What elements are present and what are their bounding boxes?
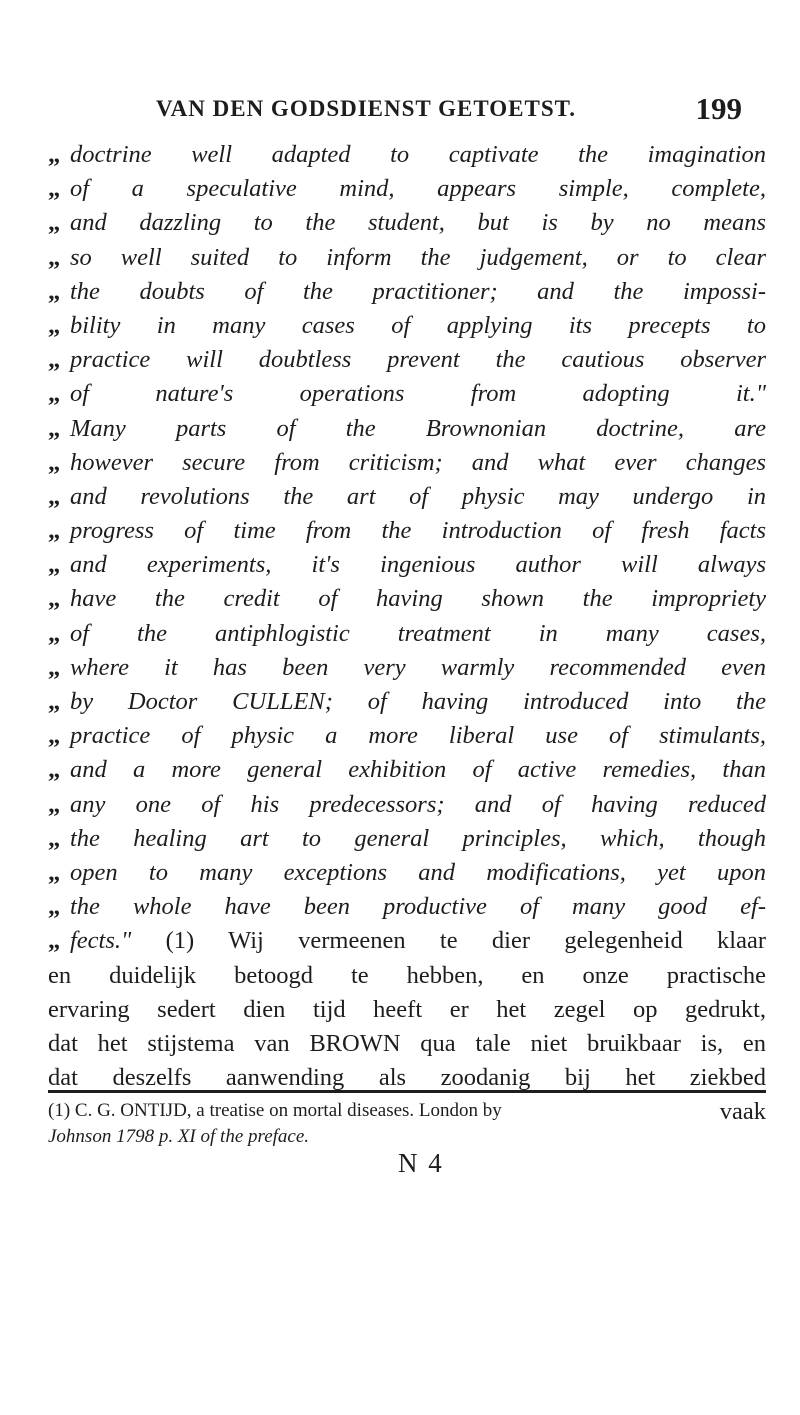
quote-mark: „ — [48, 311, 61, 339]
italic-text: by Doctor CULLEN; of having introduced into the — [70, 688, 766, 715]
roman-text: vaak — [719, 1098, 766, 1126]
italic-text: of a speculative mind, appears simple, complete, — [70, 175, 766, 203]
quote-mark: „ — [48, 790, 61, 818]
footnote-rule — [48, 1090, 766, 1093]
text-line — [48, 446, 766, 480]
text-line — [48, 309, 766, 343]
footnote-line: (1) C. G. ONTIJD, a treatise on mortal diseases. London by — [48, 1100, 502, 1121]
italic-text: have the credit of having shown the impropriety — [70, 585, 766, 613]
text-line — [48, 685, 766, 719]
italic-text: the doubts of the practitioner; and the impossi- — [70, 277, 766, 305]
body-text — [48, 138, 766, 1129]
text-line — [48, 514, 766, 548]
quote-mark: „ — [48, 858, 61, 886]
roman-text: ervaring sedert dien tijd heeft er het zegel op gedrukt, — [48, 995, 766, 1023]
quote-mark: „ — [48, 346, 61, 374]
italic-text: open to many exceptions and modifications, yet upon — [70, 858, 766, 886]
text-line — [48, 924, 766, 958]
page-number: 199 — [695, 91, 742, 126]
roman-text: dat deszelfs aanwending als zoodanig bij het ziekbed — [48, 1064, 766, 1092]
italic-text: Many parts of the Brownonian doctrine, are — [70, 414, 766, 442]
page-header — [92, 84, 742, 134]
text-line — [48, 753, 766, 787]
text-line — [48, 412, 766, 446]
text-line — [48, 822, 766, 856]
roman-text: (1) Wij vermeenen te dier gelegenheid klaar — [131, 927, 766, 955]
text-line — [48, 651, 766, 685]
text-line — [48, 993, 766, 1027]
text-line — [48, 343, 766, 377]
italic-text: the healing art to general principles, which, though — [70, 824, 766, 852]
text-line — [48, 856, 766, 890]
quote-mark: „ — [48, 277, 61, 305]
italic-text: progress of time from the introduction of fresh facts — [70, 517, 766, 545]
text-line — [48, 206, 766, 240]
italic-text: and dazzling to the student, but is by no means — [70, 209, 766, 237]
quote-mark: „ — [48, 688, 61, 715]
quote-mark: „ — [48, 448, 61, 476]
text-line — [48, 719, 766, 753]
text-line — [48, 959, 766, 993]
quote-mark: „ — [48, 380, 61, 408]
italic-text: doctrine well adapted to captivate the imagination — [70, 141, 766, 168]
italic-text: so well suited to inform the judgement, or to clear — [70, 243, 766, 271]
text-line — [48, 275, 766, 309]
quote-mark: „ — [48, 551, 61, 579]
italic-text: and experiments, it's ingenious author will always — [70, 551, 766, 579]
quote-mark: „ — [48, 141, 61, 168]
text-line — [48, 617, 766, 651]
running-head: VAN DEN GODSDIENST GETOETST. — [156, 96, 576, 121]
italic-text: fects." — [70, 927, 132, 955]
italic-text: practice of physic a more liberal use of stimulants, — [70, 722, 766, 750]
text-line — [48, 582, 766, 616]
italic-text: and revolutions the art of physic may undergo in — [70, 482, 766, 510]
quote-mark: „ — [48, 243, 61, 271]
quote-mark: „ — [48, 209, 61, 237]
quote-mark: „ — [48, 482, 61, 510]
quote-mark: „ — [48, 619, 61, 647]
italic-text: the whole have been productive of many good ef- — [70, 893, 766, 921]
text-line — [48, 241, 766, 275]
italic-text: any one of his predecessors; and of having reduced — [70, 790, 766, 818]
text-line — [48, 788, 766, 822]
roman-text: en duidelijk betoogd te hebben, en onze practische — [48, 961, 766, 989]
italic-text: where it has been very warmly recommended even — [70, 653, 766, 681]
quote-mark: „ — [48, 756, 61, 784]
text-line — [48, 1027, 766, 1061]
text-line — [48, 138, 766, 172]
italic-text: of nature's operations from adopting it." — [70, 380, 766, 408]
quote-mark: „ — [48, 722, 61, 750]
text-line — [48, 377, 766, 411]
quote-mark: „ — [48, 893, 61, 921]
quote-mark: „ — [48, 653, 61, 681]
quote-mark: „ — [48, 414, 61, 442]
italic-text: and a more general exhibition of active remedies, than — [70, 756, 766, 784]
text-line — [48, 172, 766, 206]
italic-text: however secure from criticism; and what ever changes — [70, 448, 766, 476]
italic-text: bility in many cases of applying its precepts to — [70, 311, 766, 339]
footnote — [48, 1098, 766, 1150]
quote-mark: „ — [48, 517, 61, 545]
italic-text: of the antiphlogistic treatment in many cases, — [70, 619, 766, 647]
text-line — [48, 480, 766, 514]
roman-text: dat het stijstema van BROWN qua tale niet bruikbaar is, en — [48, 1029, 766, 1057]
signature-mark: N 4 — [398, 1148, 444, 1178]
italic-text: practice will doubtless prevent the cautious observer — [70, 346, 766, 374]
text-line — [48, 890, 766, 924]
footnote-line: Johnson 1798 p. XI of the preface. — [48, 1126, 310, 1147]
text-line — [48, 548, 766, 582]
quote-mark: „ — [48, 585, 61, 613]
quote-mark: „ — [48, 927, 61, 955]
quote-mark: „ — [48, 175, 61, 203]
quote-mark: „ — [48, 824, 61, 852]
